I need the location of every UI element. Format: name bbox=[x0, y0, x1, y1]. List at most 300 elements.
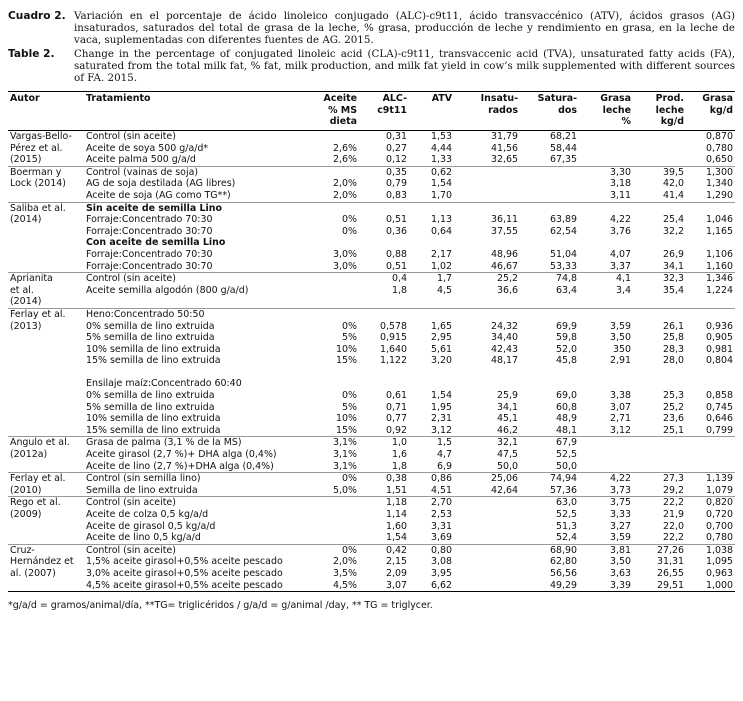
value-cell: 46,2 bbox=[496, 424, 518, 436]
table-row bbox=[8, 131, 735, 143]
author-line: Cruz- bbox=[10, 544, 35, 556]
value-cell: 0,700 bbox=[705, 520, 733, 532]
value-cell bbox=[454, 497, 520, 509]
table-row bbox=[8, 143, 735, 155]
value-cell: 3,75 bbox=[609, 497, 631, 509]
value-cell: 0,780 bbox=[705, 142, 733, 154]
study-group bbox=[8, 166, 735, 202]
treatment-cell: 15% semilla de lino extruida bbox=[86, 355, 221, 367]
treatment-cell: Control (sin aceite) bbox=[86, 544, 176, 556]
value-cell: 1,95 bbox=[430, 401, 452, 413]
value-cell: 2,6% bbox=[333, 154, 357, 166]
value-cell: 10% bbox=[336, 413, 357, 425]
value-cell: 1,160 bbox=[705, 260, 733, 272]
value-cell: 2,17 bbox=[430, 248, 452, 260]
treatment-cell: AG de soja destilada (AG libres) bbox=[86, 178, 236, 190]
study-group bbox=[8, 473, 735, 497]
value-cell: 52,5 bbox=[555, 449, 577, 461]
data-table bbox=[8, 91, 735, 592]
value-cell: 68,90 bbox=[549, 544, 577, 556]
value-cell: 1,038 bbox=[705, 544, 733, 556]
column-header-line: ATV bbox=[431, 93, 452, 105]
value-cell: 1,046 bbox=[705, 214, 733, 226]
value-cell: 3,39 bbox=[609, 579, 631, 591]
value-cell bbox=[303, 166, 359, 178]
column-header bbox=[686, 92, 735, 131]
author-line: Aprianita bbox=[10, 273, 53, 285]
treatment-cell: Aceite de lino 0,5 kg/a/d bbox=[86, 532, 201, 544]
author-line: al. (2007) bbox=[10, 567, 56, 579]
column-header-line: leche bbox=[602, 104, 631, 116]
value-cell: 1,122 bbox=[379, 355, 407, 367]
value-cell: 0,650 bbox=[705, 154, 733, 166]
table-row bbox=[8, 521, 735, 533]
value-cell: 51,04 bbox=[549, 248, 577, 260]
table-row bbox=[8, 580, 735, 592]
value-cell: 0% bbox=[342, 214, 357, 226]
value-cell bbox=[454, 190, 520, 202]
treatment-cell: Control (sin semilla lino) bbox=[86, 473, 201, 485]
value-cell bbox=[454, 556, 520, 568]
value-cell: 3,20 bbox=[430, 355, 452, 367]
value-cell: 4,7 bbox=[436, 449, 452, 461]
value-cell: 25,2 bbox=[496, 273, 518, 285]
value-cell bbox=[633, 131, 686, 143]
value-cell: 1,70 bbox=[430, 189, 452, 201]
author-line: Saliba et al. bbox=[10, 202, 66, 214]
table-row bbox=[8, 178, 735, 190]
value-cell: 6,62 bbox=[430, 579, 452, 591]
value-cell: 3,1% bbox=[333, 449, 357, 461]
value-cell bbox=[633, 143, 686, 155]
author-cell bbox=[8, 273, 84, 309]
value-cell: 1,65 bbox=[430, 320, 452, 332]
value-cell: 45,1 bbox=[496, 413, 518, 425]
value-cell: 1,54 bbox=[430, 390, 452, 402]
value-cell: 0,61 bbox=[385, 390, 407, 402]
value-cell: 1,640 bbox=[379, 343, 407, 355]
value-cell: 2,0% bbox=[333, 189, 357, 201]
caption-english-text: Change in the percentage of conjugated linoleic acid (CLA)-c9t11, transvaccenic acid (TVA), unsaturated fatty acids (FA), saturated from the total milk fat, % fat, milk production, and milk fat yield in cow’s milk supplemented with different sources of FA. 2015. bbox=[74, 47, 735, 85]
value-cell: 2,53 bbox=[430, 509, 452, 520]
value-cell: 22,2 bbox=[662, 532, 684, 544]
author-line: Ferlay et al. bbox=[10, 473, 66, 485]
value-cell: 0,86 bbox=[430, 473, 452, 485]
value-cell bbox=[579, 131, 633, 143]
table-row bbox=[8, 413, 735, 425]
column-header-line: Grasa bbox=[600, 93, 631, 105]
value-cell: 34,1 bbox=[496, 401, 518, 413]
value-cell: 2,95 bbox=[430, 332, 452, 344]
treatment-cell: Aceite de lino (2,7 %)+DHA alga (0,4%) bbox=[86, 460, 274, 472]
value-cell: 0% bbox=[342, 544, 357, 556]
value-cell bbox=[454, 521, 520, 533]
treatment-cell: 5% semilla de lino extruida bbox=[86, 401, 215, 413]
value-cell: 0,915 bbox=[379, 332, 407, 344]
value-cell: 24,32 bbox=[490, 320, 518, 332]
value-cell: 3,18 bbox=[609, 178, 631, 190]
value-cell bbox=[579, 461, 633, 473]
column-header-line: rados bbox=[488, 104, 518, 116]
column-header-line: Grasa bbox=[702, 93, 733, 105]
treatment-cell: Control (sin aceite) bbox=[86, 131, 176, 142]
value-cell: 1,000 bbox=[705, 579, 733, 591]
value-cell: 1,13 bbox=[430, 214, 452, 226]
value-cell: 0,870 bbox=[705, 131, 733, 142]
value-cell bbox=[454, 178, 520, 190]
table-row bbox=[8, 237, 735, 249]
value-cell: 67,35 bbox=[549, 154, 577, 166]
author-line: (2009) bbox=[10, 509, 42, 520]
table-row bbox=[8, 367, 735, 379]
table-row bbox=[8, 166, 735, 178]
treatment-cell: Control (vainas de soja) bbox=[86, 166, 199, 178]
value-cell: 3,73 bbox=[609, 484, 631, 496]
value-cell: 50,0 bbox=[496, 460, 518, 472]
author-cell bbox=[8, 473, 84, 497]
value-cell: 29,2 bbox=[662, 484, 684, 496]
value-cell bbox=[579, 449, 633, 461]
value-cell: 48,9 bbox=[555, 413, 577, 425]
subheading-cell: Sin aceite de semilla Lino bbox=[86, 202, 222, 214]
column-header-line: % MS bbox=[328, 104, 357, 116]
author-line: Angulo et al. bbox=[10, 437, 70, 449]
table-row bbox=[8, 473, 735, 485]
treatment-cell: Aceite semilla algodón (800 g/a/d) bbox=[86, 284, 249, 296]
column-header bbox=[8, 92, 84, 131]
author-line: Rego et al. bbox=[10, 497, 61, 509]
value-cell: 27,3 bbox=[662, 473, 684, 485]
author-line: Boerman y bbox=[10, 166, 62, 178]
value-cell: 63,89 bbox=[549, 214, 577, 226]
column-header bbox=[84, 92, 303, 131]
value-cell: 0,578 bbox=[379, 320, 407, 332]
table-row bbox=[8, 355, 735, 367]
spacer-cell bbox=[84, 367, 735, 379]
value-cell: 0,745 bbox=[705, 401, 733, 413]
treatment-cell: Forraje:Concentrado 30:70 bbox=[86, 260, 213, 272]
table-row bbox=[8, 202, 735, 214]
value-cell: 0,646 bbox=[705, 413, 733, 425]
value-cell: 3,33 bbox=[609, 509, 631, 520]
value-cell: 52,0 bbox=[555, 343, 577, 355]
treatment-cell: 3,0% aceite girasol+0,5% aceite pescado bbox=[86, 567, 283, 579]
author-cell bbox=[8, 544, 84, 591]
value-cell: 5% bbox=[342, 332, 357, 344]
table-row bbox=[8, 544, 735, 556]
caption-spanish-label: Cuadro 2. bbox=[8, 10, 66, 22]
value-cell: 1,51 bbox=[385, 484, 407, 496]
table-header bbox=[8, 92, 735, 131]
value-cell: 25,9 bbox=[496, 390, 518, 402]
table-row bbox=[8, 509, 735, 521]
value-cell: 52,4 bbox=[555, 532, 577, 544]
treatment-cell: Aceite girasol (2,7 %)+ DHA alga (0,4%) bbox=[86, 449, 277, 461]
value-cell: 3,81 bbox=[609, 544, 631, 556]
value-cell bbox=[579, 143, 633, 155]
treatment-cell: Semilla de lino extruida bbox=[86, 484, 198, 496]
table-row bbox=[8, 390, 735, 402]
value-cell: 3,4 bbox=[615, 284, 631, 296]
treatment-cell: Aceite de soja (AG como TG**) bbox=[86, 189, 231, 201]
value-cell: 2,6% bbox=[333, 142, 357, 154]
treatment-cell: Aceite de girasol 0,5 kg/a/d bbox=[86, 520, 216, 532]
value-cell bbox=[454, 509, 520, 521]
study-group bbox=[8, 202, 735, 273]
value-cell: 29,51 bbox=[656, 579, 684, 591]
study-group bbox=[8, 273, 735, 309]
value-cell: 1,53 bbox=[430, 131, 452, 142]
value-cell bbox=[303, 273, 359, 285]
value-cell: 2,09 bbox=[385, 567, 407, 579]
value-cell: 67,9 bbox=[555, 437, 577, 449]
caption-spanish bbox=[8, 10, 735, 47]
value-cell: 0,981 bbox=[705, 343, 733, 355]
value-cell: 42,0 bbox=[662, 178, 684, 190]
table-row bbox=[8, 296, 735, 308]
column-header bbox=[409, 92, 454, 131]
value-cell: 3,12 bbox=[609, 424, 631, 436]
value-cell: 49,29 bbox=[549, 579, 577, 591]
value-cell: 4,5% bbox=[333, 579, 357, 591]
value-cell: 3,63 bbox=[609, 567, 631, 579]
table-row bbox=[8, 261, 735, 273]
author-cell bbox=[8, 497, 84, 544]
column-header-line: kg/d bbox=[660, 116, 684, 128]
value-cell: 3,1% bbox=[333, 460, 357, 472]
value-cell: 63,0 bbox=[555, 497, 577, 509]
table-row bbox=[8, 532, 735, 544]
value-cell: 0,62 bbox=[430, 166, 452, 178]
value-cell: 2,31 bbox=[430, 413, 452, 425]
value-cell bbox=[454, 166, 520, 178]
table-row bbox=[8, 485, 735, 497]
value-cell: 0,12 bbox=[385, 154, 407, 166]
value-cell: 2,91 bbox=[609, 355, 631, 367]
value-cell: 1,340 bbox=[705, 178, 733, 190]
value-cell: 74,8 bbox=[555, 273, 577, 285]
table-row bbox=[8, 402, 735, 414]
header-row bbox=[8, 92, 735, 131]
value-cell: 3,69 bbox=[430, 532, 452, 544]
study-group bbox=[8, 308, 735, 437]
value-cell: 31,79 bbox=[490, 131, 518, 142]
table-row bbox=[8, 308, 735, 320]
author-line: Lock (2014) bbox=[10, 178, 66, 190]
value-cell: 50,0 bbox=[555, 460, 577, 472]
value-cell: 5,61 bbox=[430, 343, 452, 355]
value-cell: 0,92 bbox=[385, 424, 407, 436]
spacer-cell bbox=[84, 296, 735, 308]
value-cell: 3,07 bbox=[385, 579, 407, 591]
column-header-line: ALC- bbox=[382, 93, 407, 105]
table-row bbox=[8, 556, 735, 568]
value-cell: 25,2 bbox=[662, 401, 684, 413]
column-header-line: Insatu- bbox=[480, 93, 518, 105]
column-header-line: leche bbox=[655, 104, 684, 116]
value-cell: 69,0 bbox=[555, 390, 577, 402]
value-cell: 36,11 bbox=[490, 214, 518, 226]
value-cell: 15% bbox=[336, 424, 357, 436]
author-line: Hernández et bbox=[10, 556, 74, 568]
value-cell bbox=[633, 154, 686, 166]
author-line: Pérez et al. bbox=[10, 142, 63, 154]
table-row bbox=[8, 425, 735, 437]
value-cell: 0,963 bbox=[705, 567, 733, 579]
column-header-line: c9t11 bbox=[377, 104, 407, 116]
value-cell: 4,07 bbox=[609, 248, 631, 260]
column-header bbox=[454, 92, 520, 131]
treatment-cell: Control (sin aceite) bbox=[86, 497, 176, 509]
value-cell: 0,51 bbox=[385, 260, 407, 272]
treatment-cell: Aceite de colza 0,5 kg/a/d bbox=[86, 509, 209, 520]
value-cell: 3,76 bbox=[609, 225, 631, 237]
value-cell bbox=[686, 461, 735, 473]
treatment-cell: Aceite de soya 500 g/a/d* bbox=[86, 142, 209, 154]
value-cell: 0,35 bbox=[385, 166, 407, 178]
value-cell: 34,40 bbox=[490, 332, 518, 344]
subheading-cell: Con aceite de semilla Lino bbox=[86, 237, 226, 249]
value-cell: 3,5% bbox=[333, 567, 357, 579]
value-cell: 3,38 bbox=[609, 390, 631, 402]
value-cell: 350 bbox=[612, 343, 631, 355]
value-cell: 15% bbox=[336, 355, 357, 367]
value-cell bbox=[520, 190, 579, 202]
value-cell: 1,02 bbox=[430, 260, 452, 272]
value-cell: 35,4 bbox=[662, 284, 684, 296]
column-header-line: Tratamiento bbox=[86, 93, 151, 105]
table-row bbox=[8, 568, 735, 580]
value-cell: 0% bbox=[342, 390, 357, 402]
value-cell: 63,4 bbox=[555, 284, 577, 296]
value-cell: 0,80 bbox=[430, 544, 452, 556]
value-cell: 5,0% bbox=[333, 484, 357, 496]
column-header bbox=[303, 92, 359, 131]
value-cell: 1,7 bbox=[436, 273, 452, 285]
value-cell: 3,27 bbox=[609, 520, 631, 532]
table-row bbox=[8, 497, 735, 509]
value-cell bbox=[633, 461, 686, 473]
column-header-line: Autor bbox=[10, 93, 40, 105]
value-cell: 32,3 bbox=[662, 273, 684, 285]
value-cell: 0,720 bbox=[705, 509, 733, 520]
author-cell bbox=[8, 437, 84, 473]
value-cell: 0,51 bbox=[385, 214, 407, 226]
value-cell: 45,8 bbox=[555, 355, 577, 367]
value-cell: 48,96 bbox=[490, 248, 518, 260]
table-row bbox=[8, 249, 735, 261]
value-cell: 1,300 bbox=[705, 166, 733, 178]
value-cell: 0,71 bbox=[385, 401, 407, 413]
value-cell: 3,0% bbox=[333, 260, 357, 272]
value-cell: 3,08 bbox=[430, 556, 452, 568]
value-cell: 57,36 bbox=[549, 484, 577, 496]
treatment-cell: Forraje:Concentrado 70:30 bbox=[86, 248, 213, 260]
value-cell: 52,5 bbox=[555, 509, 577, 520]
subheading-cell: Ensilaje maíz:Concentrado 60:40 bbox=[86, 378, 242, 390]
value-cell: 3,95 bbox=[430, 567, 452, 579]
value-cell: 2,15 bbox=[385, 556, 407, 568]
value-cell bbox=[303, 497, 359, 509]
column-header bbox=[520, 92, 579, 131]
value-cell bbox=[303, 521, 359, 533]
treatment-cell: 0% semilla de lino extruida bbox=[86, 320, 215, 332]
value-cell: 0,820 bbox=[705, 497, 733, 509]
caption-english bbox=[8, 48, 735, 85]
value-cell: 26,1 bbox=[662, 320, 684, 332]
value-cell: 34,1 bbox=[662, 260, 684, 272]
treatment-cell: 4,5% aceite girasol+0,5% aceite pescado bbox=[86, 579, 283, 591]
value-cell: 0,936 bbox=[705, 320, 733, 332]
column-header-line: % bbox=[621, 116, 631, 128]
value-cell: 48,1 bbox=[555, 424, 577, 436]
author-line: (2015) bbox=[10, 154, 42, 166]
value-cell: 41,56 bbox=[490, 142, 518, 154]
value-cell: 0,42 bbox=[385, 544, 407, 556]
value-cell: 2,70 bbox=[430, 497, 452, 509]
table-row bbox=[8, 437, 735, 449]
author-cell bbox=[8, 131, 84, 167]
value-cell: 1,60 bbox=[385, 520, 407, 532]
value-cell: 2,0% bbox=[333, 178, 357, 190]
author-cell bbox=[8, 166, 84, 202]
author-cell bbox=[8, 202, 84, 273]
table-row bbox=[8, 154, 735, 166]
value-cell: 28,0 bbox=[662, 355, 684, 367]
column-header bbox=[633, 92, 686, 131]
value-cell: 4,44 bbox=[430, 142, 452, 154]
value-cell bbox=[686, 437, 735, 449]
value-cell: 23,6 bbox=[662, 413, 684, 425]
value-cell: 59,8 bbox=[555, 332, 577, 344]
table-row bbox=[8, 226, 735, 238]
value-cell bbox=[520, 166, 579, 178]
value-cell: 41,4 bbox=[662, 189, 684, 201]
value-cell: 46,67 bbox=[490, 260, 518, 272]
value-cell: 2,0% bbox=[333, 556, 357, 568]
table-row bbox=[8, 378, 735, 390]
treatment-cell: 0% semilla de lino extruida bbox=[86, 390, 215, 402]
value-cell: 4,1 bbox=[615, 273, 631, 285]
table-row bbox=[8, 214, 735, 226]
author-cell bbox=[8, 308, 84, 437]
author-line: (2014) bbox=[10, 296, 42, 308]
value-cell: 1,33 bbox=[430, 154, 452, 166]
author-line: (2013) bbox=[10, 320, 42, 332]
value-cell: 0,4 bbox=[391, 273, 407, 285]
treatment-cell: 10% semilla de lino extruida bbox=[86, 413, 221, 425]
author-line: Vargas-Bello- bbox=[10, 131, 72, 142]
value-cell: 3,37 bbox=[609, 260, 631, 272]
value-cell bbox=[520, 178, 579, 190]
value-cell: 25,8 bbox=[662, 332, 684, 344]
value-cell: 0% bbox=[342, 473, 357, 485]
value-cell: 1,095 bbox=[705, 556, 733, 568]
caption-spanish-text: Variación en el porcentaje de ácido linoleico conjugado (ALC)-c9t11, ácido transvaccénico (ATV), ácidos grasos (AG) insaturados, saturados del total de grasa de la leche, % grasa, producción de leche y rendimiento en grasa, en la leche de vaca, suplementadas con diferentes fuentes de AG. 2015. bbox=[74, 10, 735, 47]
value-cell: 3,07 bbox=[609, 401, 631, 413]
value-cell: 25,1 bbox=[662, 424, 684, 436]
study-group bbox=[8, 131, 735, 167]
value-cell: 62,54 bbox=[549, 225, 577, 237]
treatment-cell: 15% semilla de lino extruida bbox=[86, 424, 221, 436]
value-cell: 42,43 bbox=[490, 343, 518, 355]
subheading-cell: Heno:Concentrado 50:50 bbox=[86, 308, 205, 320]
value-cell: 42,64 bbox=[490, 484, 518, 496]
column-header-line: Aceite bbox=[323, 93, 357, 105]
value-cell: 26,9 bbox=[662, 248, 684, 260]
value-cell: 3,0% bbox=[333, 248, 357, 260]
value-cell bbox=[303, 532, 359, 544]
